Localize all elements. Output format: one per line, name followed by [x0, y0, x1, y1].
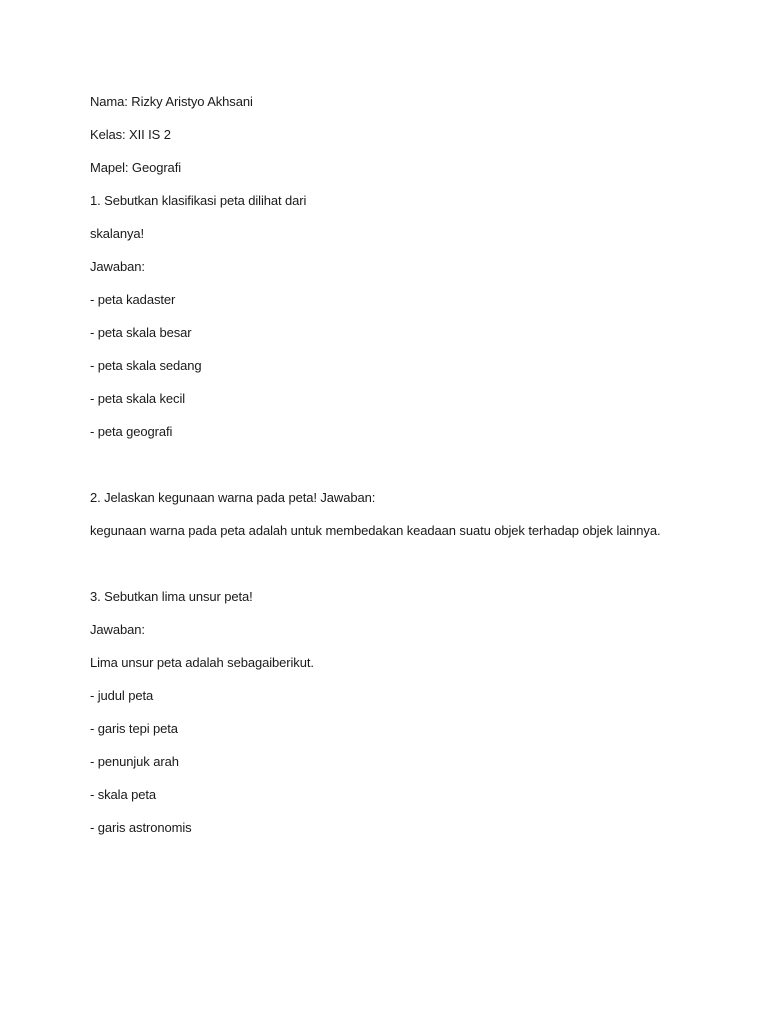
answer-1-item: - peta kadaster [90, 292, 176, 307]
question-1-line-1: 1. Sebutkan klasifikasi peta dilihat dari [90, 193, 307, 208]
question-1-line-2: skalanya! [90, 226, 145, 241]
answer-3-item: - garis tepi peta [90, 721, 178, 736]
answer-1-item: - peta geografi [90, 424, 173, 439]
answer-3-item: - judul peta [90, 688, 154, 703]
question-2: 2. Jelaskan kegunaan warna pada peta! Jawaban: [90, 490, 376, 505]
answer-3-intro: Lima unsur peta adalah sebagaiberikut. [90, 655, 314, 670]
answer-1-item: - peta skala sedang [90, 358, 202, 373]
student-class: Kelas: XII IS 2 [90, 127, 171, 142]
answer-3-item: - penunjuk arah [90, 754, 179, 769]
subject: Mapel: Geografi [90, 160, 181, 175]
answer-1-item: - peta skala besar [90, 325, 192, 340]
answer-2: kegunaan warna pada peta adalah untuk membedakan keadaan suatu objek terhadap objek lainnya. [90, 523, 661, 538]
answer-1-item: - peta skala kecil [90, 391, 186, 406]
answer-3-item: - skala peta [90, 787, 157, 802]
question-3: 3. Sebutkan lima unsur peta! [90, 589, 253, 604]
student-name: Nama: Rizky Aristyo Akhsani [90, 94, 253, 109]
answer-3-item: - garis astronomis [90, 820, 192, 835]
answer-3-label: Jawaban: [90, 622, 145, 637]
answer-1-label: Jawaban: [90, 259, 145, 274]
